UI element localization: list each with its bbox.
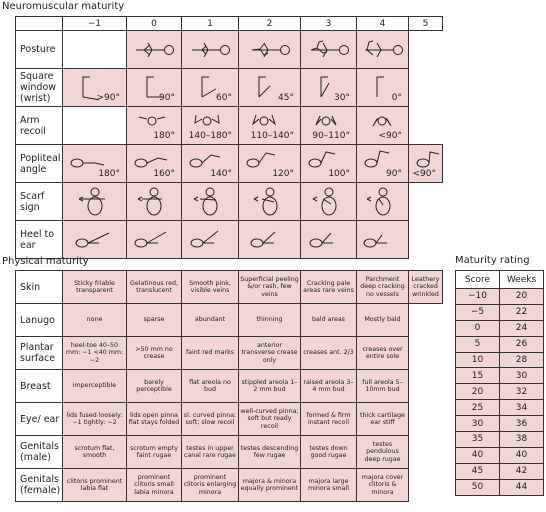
maturity-rating-row [456,432,544,448]
physical-cell: thinning [239,304,301,337]
physical-cell: testes down good rugae [301,436,357,469]
score-header: 4 [357,17,409,31]
score-cell: 30 [456,416,500,432]
physical-cell: majora cover clitoris & minora [357,469,409,502]
physical-cell: sparse [127,304,182,337]
neuromuscular-row [16,145,443,183]
physical-cell: stippled areola 1–2 mm bud [239,370,301,403]
physical-cell: prominent clitoris small labia minora [127,469,182,502]
neuromuscular-cell [127,221,182,259]
maturity-rating-table [455,270,544,496]
score-cell: −5 [456,304,500,320]
physical-cell: faint red marks [182,337,239,370]
score-header: 3 [301,17,357,31]
physical-row [16,469,443,502]
neuromuscular-cell [63,221,127,259]
physical-cell: Sticky friable transparent [63,271,127,304]
weeks-cell: 28 [500,352,544,368]
physical-cell: raised areola 3–4 mm bud [301,370,357,403]
neuromuscular-cell [357,107,409,145]
weeks-cell: 22 [500,304,544,320]
physical-cell: flat areola no bud [182,370,239,403]
maturity-rating-row [456,479,544,495]
empty-cell [63,31,127,69]
maturity-rating-title: Maturity rating [455,255,530,266]
weeks-cell: 30 [500,368,544,384]
maturity-rating-row [456,304,544,320]
physical-cell: Cracking pale areas rare veins [301,271,357,304]
neuromuscular-cell [357,221,409,259]
neuromuscular-cell [409,145,443,183]
angle-label: 160° [153,169,175,179]
maturity-rating-row [456,289,544,305]
neuromuscular-cell [301,31,357,69]
physical-cell: scrotum flat, smooth [63,436,127,469]
physical-table [15,270,443,502]
figure-icon [301,229,356,251]
neuromuscular-cell [127,107,182,145]
physical-cell: barely perceptible [127,370,182,403]
maturity-rating-row [456,384,544,400]
angle-label: 140–180° [188,131,232,141]
neuromuscular-row [16,221,443,259]
figure-icon [127,229,181,251]
score-header: −1 [63,17,127,31]
physical-cell: majora large minora small [301,469,357,502]
neuromuscular-cell [301,183,357,221]
neuromuscular-cell [239,145,301,183]
score-header: 2 [239,17,301,31]
empty-cell [409,370,443,403]
angle-label: 60° [216,93,232,103]
empty-cell [409,436,443,469]
physical-cell: Parchment deep cracking no vessels [357,271,409,304]
physical-cell: Superficial peeling &/or rash, few veins [239,271,301,304]
physical-cell: Gelatinous red, translucent [127,271,182,304]
neuromuscular-row [16,31,443,69]
empty-cell [63,107,127,145]
maturity-rating-row [456,352,544,368]
weeks-cell: 34 [500,400,544,416]
figure-icon [63,229,126,251]
angle-label: <90° [412,169,436,179]
physical-cell: thick cartilage ear stiff [357,403,409,436]
neuromuscular-row-label: Scarf sign [16,183,63,221]
neuromuscular-cell [127,183,182,221]
weeks-cell: 20 [500,289,544,305]
score-cell: 10 [456,352,500,368]
physical-cell: bald areas [301,304,357,337]
physical-cell: scrotum empty faint rugae [127,436,182,469]
weeks-cell: 26 [500,336,544,352]
neuromuscular-cell [182,31,239,69]
neuromuscular-cell [182,145,239,183]
figure-icon [182,229,238,251]
score-cell: −10 [456,289,500,305]
neuromuscular-cell [239,31,301,69]
angle-label: 100° [328,169,350,179]
maturity-rating-row [456,463,544,479]
empty-cell [409,31,443,69]
neuromuscular-table [15,16,443,259]
neuromuscular-row-label: Popliteal angle [16,145,63,183]
physical-row [16,271,443,304]
empty-cell [409,403,443,436]
physical-cell: Smooth pink, visible veins [182,271,239,304]
neuromuscular-cell [63,145,127,183]
score-header: 5 [409,17,443,31]
neuromuscular-cell [357,183,409,221]
neuromuscular-row-label: Arm recoil [16,107,63,145]
score-header: 0 [127,17,182,31]
weeks-cell: 42 [500,463,544,479]
empty-cell [409,183,443,221]
neuromuscular-cell [301,145,357,183]
angle-label: 90–110° [312,131,350,141]
angle-label: 90° [159,93,175,103]
neuromuscular-cell [127,69,182,107]
weeks-column-header: Weeks [500,271,544,289]
physical-cell: abundant [182,304,239,337]
figure-icon [301,187,356,217]
angle-label: 120° [272,169,294,179]
neuromuscular-cell [182,183,239,221]
neuromuscular-row-label: Posture [16,31,63,69]
physical-cell: testes pendulous deep rugae [357,436,409,469]
neuromuscular-cell [182,107,239,145]
neuromuscular-cell [301,221,357,259]
physical-cell: creases over entire sole [357,337,409,370]
physical-cell: clitoris prominent labia flat [63,469,127,502]
physical-cell: Leathery cracked wrinkled [409,271,443,304]
figure-icon [63,187,126,217]
angle-label: 90° [386,169,402,179]
neuromuscular-cell [63,69,127,107]
figure-icon [301,39,356,61]
physical-cell: testes in upper canal rare rugae [182,436,239,469]
empty-cell [409,69,443,107]
weeks-cell: 24 [500,320,544,336]
physical-cell: lids fused loosely: −1 tightly: −2 [63,403,127,436]
physical-row [16,370,443,403]
maturity-rating-row [456,447,544,463]
neuromuscular-cell [182,69,239,107]
neuromuscular-cell [357,69,409,107]
score-cell: 5 [456,336,500,352]
maturity-rating-row [456,400,544,416]
score-column-header: Score [456,271,500,289]
neuromuscular-cell [239,183,301,221]
score-cell: 50 [456,479,500,495]
neuromuscular-row [16,107,443,145]
maturity-rating-row [456,368,544,384]
score-cell: 25 [456,400,500,416]
physical-cell: creases ant. 2/3 [301,337,357,370]
figure-icon [182,39,238,61]
score-cell: 35 [456,432,500,448]
physical-cell: full areola 5–10mm bud [357,370,409,403]
neuromuscular-cell [182,221,239,259]
angle-label: >90° [96,93,120,103]
weeks-cell: 38 [500,432,544,448]
figure-icon [239,39,300,61]
score-cell: 45 [456,463,500,479]
score-header: 1 [182,17,239,31]
angle-label: 0° [391,93,402,103]
physical-cell: majora & minora equally prominent [239,469,301,502]
score-cell: 20 [456,384,500,400]
physical-row [16,403,443,436]
neuromuscular-cell [301,107,357,145]
weeks-cell: 32 [500,384,544,400]
angle-label: 180° [98,169,120,179]
physical-cell: formed & firm instant recoil [301,403,357,436]
neuromuscular-row-label: Square window (wrist) [16,69,63,107]
physical-row-label: Genitals (female) [16,469,63,502]
neuromuscular-cell [357,31,409,69]
figure-icon [357,229,408,251]
angle-label: 110–140° [250,131,294,141]
physical-cell: imperceptible [63,370,127,403]
neuromuscular-cell [127,145,182,183]
physical-cell: none [63,304,127,337]
figure-icon [127,39,181,61]
physical-row [16,304,443,337]
physical-cell: heel-toe 40–50 mm: −1 <40 mm: −2 [63,337,127,370]
physical-row-label: Plantar surface [16,337,63,370]
physical-row-label: Breast [16,370,63,403]
figure-icon [239,187,300,217]
weeks-cell: 36 [500,416,544,432]
physical-row-label: Lanugo [16,304,63,337]
physical-row [16,436,443,469]
physical-row-label: Eye/ ear [16,403,63,436]
neuromuscular-row [16,183,443,221]
neuromuscular-cell [301,69,357,107]
physical-row-label: Genitals (male) [16,436,63,469]
score-cell: 0 [456,320,500,336]
neuromuscular-cell [357,145,409,183]
physical-cell: testes descending few rugae [239,436,301,469]
neuromuscular-cell [63,183,127,221]
empty-cell [409,304,443,337]
empty-cell [409,221,443,259]
physical-cell: sl. curved pinna; soft; slow recoil [182,403,239,436]
neuromuscular-cell [239,107,301,145]
neuromuscular-cell [239,69,301,107]
angle-label: 45° [278,93,294,103]
physical-cell: well-curved pinna; soft but ready recoil [239,403,301,436]
neuromuscular-cell [239,221,301,259]
angle-label: 180° [153,131,175,141]
physical-row [16,337,443,370]
physical-cell: prominent clitoris enlarging minora [182,469,239,502]
empty-cell [409,337,443,370]
physical-row-label: Skin [16,271,63,304]
neuromuscular-row-label: Heel to ear [16,221,63,259]
maturity-rating-row [456,416,544,432]
physical-cell: anterior transverse crease only [239,337,301,370]
physical-cell: >50 mm no crease [127,337,182,370]
header-empty [16,17,63,31]
weeks-cell: 44 [500,479,544,495]
figure-icon [357,187,408,217]
figure-icon [357,39,408,61]
maturity-rating-row [456,320,544,336]
angle-label: 30° [334,93,350,103]
score-cell: 40 [456,447,500,463]
physical-cell: lids open pinna flat stays folded [127,403,182,436]
neuromuscular-row [16,69,443,107]
angle-label: <90° [378,131,402,141]
neuromuscular-title: Neuromuscular maturity [2,1,125,12]
empty-cell [409,469,443,502]
angle-label: 140° [210,169,232,179]
figure-icon [182,187,238,217]
physical-cell: Mostly bald [357,304,409,337]
weeks-cell: 40 [500,447,544,463]
figure-icon [127,187,181,217]
physical-title: Physical maturity [2,256,89,267]
figure-icon [239,229,300,251]
empty-cell [409,107,443,145]
maturity-rating-row [456,336,544,352]
neuromuscular-cell [127,31,182,69]
score-cell: 15 [456,368,500,384]
